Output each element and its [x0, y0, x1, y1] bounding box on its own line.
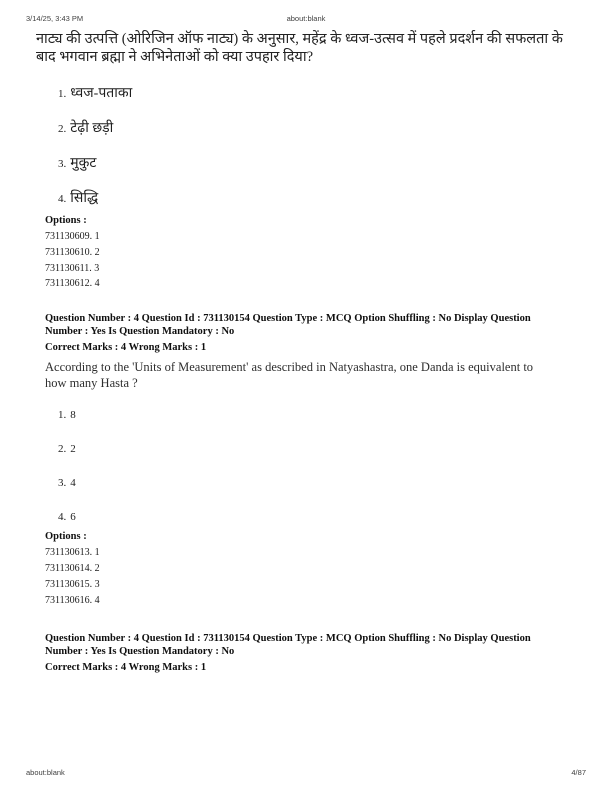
choice-number: 4. — [58, 193, 67, 205]
choice-row — [45, 475, 578, 490]
choice-row — [45, 119, 578, 138]
option-id-row: 731130611. 3 — [45, 262, 100, 274]
options-heading: Options : — [45, 531, 87, 543]
choice-label: ध्वज-पताका — [70, 86, 133, 101]
choice-row — [45, 441, 578, 456]
choice-label: 8 — [70, 409, 76, 422]
footer-page-number: 4/87 — [571, 768, 586, 777]
question-2-option-ids — [45, 545, 578, 608]
meta-line: Question Number : 4 Question Id : 731130154 Question Type : MCQ Option Shuffling : No Display Question — [45, 633, 531, 645]
marks-line: Correct Marks : 4 Wrong Marks : 1 — [45, 662, 207, 674]
choice-row — [45, 189, 578, 208]
option-id-row: 731130612. 4 — [45, 278, 100, 290]
choice-label: टेढ़ी छड़ी — [70, 121, 114, 136]
option-id-row: 731130614. 2 — [45, 562, 100, 574]
question-1-choices — [45, 84, 578, 208]
question-1-text-line-1: नाट्य की उत्पत्ति (ओरिजिन ऑफ नाट्य) के अनुसार, महेंद्र के ध्वज-उत्सव में पहले प्रदर्शन की सफलता के — [36, 31, 563, 47]
options-heading: Options : — [45, 215, 87, 226]
choice-label: सिद्धि — [70, 191, 99, 206]
question-2-choices — [45, 407, 578, 524]
choice-row — [45, 154, 578, 173]
question-2-text-line-1: According to the 'Units of Measurement' as described in Natyashastra, one Danda is equivalent to — [45, 360, 534, 375]
choice-number: 3. — [58, 158, 67, 170]
choice-number: 1. — [58, 88, 67, 100]
choice-row — [45, 407, 578, 422]
choice-number: 2. — [58, 123, 67, 135]
option-id-row: 731130616. 4 — [45, 594, 100, 606]
meta-line: Question Number : 4 Question Id : 731130154 Question Type : MCQ Option Shuffling : No Display Question — [45, 313, 531, 325]
question-meta-block — [45, 312, 578, 354]
question-1-text — [36, 31, 578, 66]
choice-label: मुकुट — [70, 156, 97, 171]
choice-number: 4. — [58, 511, 67, 524]
print-footer — [26, 767, 586, 777]
question-2-text-line-2: how many Hasta ? — [45, 376, 138, 391]
option-id-row: 731130610. 2 — [45, 246, 100, 258]
question-2-text — [45, 359, 578, 391]
choice-label: 6 — [70, 511, 76, 524]
choice-number: 1. — [58, 409, 67, 422]
print-header — [26, 14, 586, 24]
option-id-row: 731130613. 1 — [45, 547, 100, 559]
meta-line: Number : Yes Is Question Mandatory : No — [45, 646, 235, 658]
header-datetime: 3/14/25, 3:43 PM — [26, 14, 84, 23]
meta-line: Number : Yes Is Question Mandatory : No — [45, 326, 235, 338]
choice-number: 2. — [58, 443, 67, 456]
question-1-text-line-2: बाद भगवान ब्रह्मा ने अभिनेताओं को क्या उपहार दिया? — [36, 48, 314, 65]
option-id-row: 731130615. 3 — [45, 578, 100, 590]
choice-row — [45, 84, 578, 103]
choice-number: 3. — [58, 477, 67, 490]
page-content — [36, 31, 578, 674]
header-page-title: about:blank — [286, 14, 326, 23]
marks-line: Correct Marks : 4 Wrong Marks : 1 — [45, 342, 207, 354]
choice-label: 2 — [70, 443, 76, 456]
choice-row — [45, 509, 578, 524]
choice-label: 4 — [70, 477, 76, 490]
question-1-option-ids — [45, 229, 578, 292]
option-id-row: 731130609. 1 — [45, 231, 100, 242]
question-meta-block — [45, 632, 578, 674]
footer-url: about:blank — [26, 768, 65, 777]
